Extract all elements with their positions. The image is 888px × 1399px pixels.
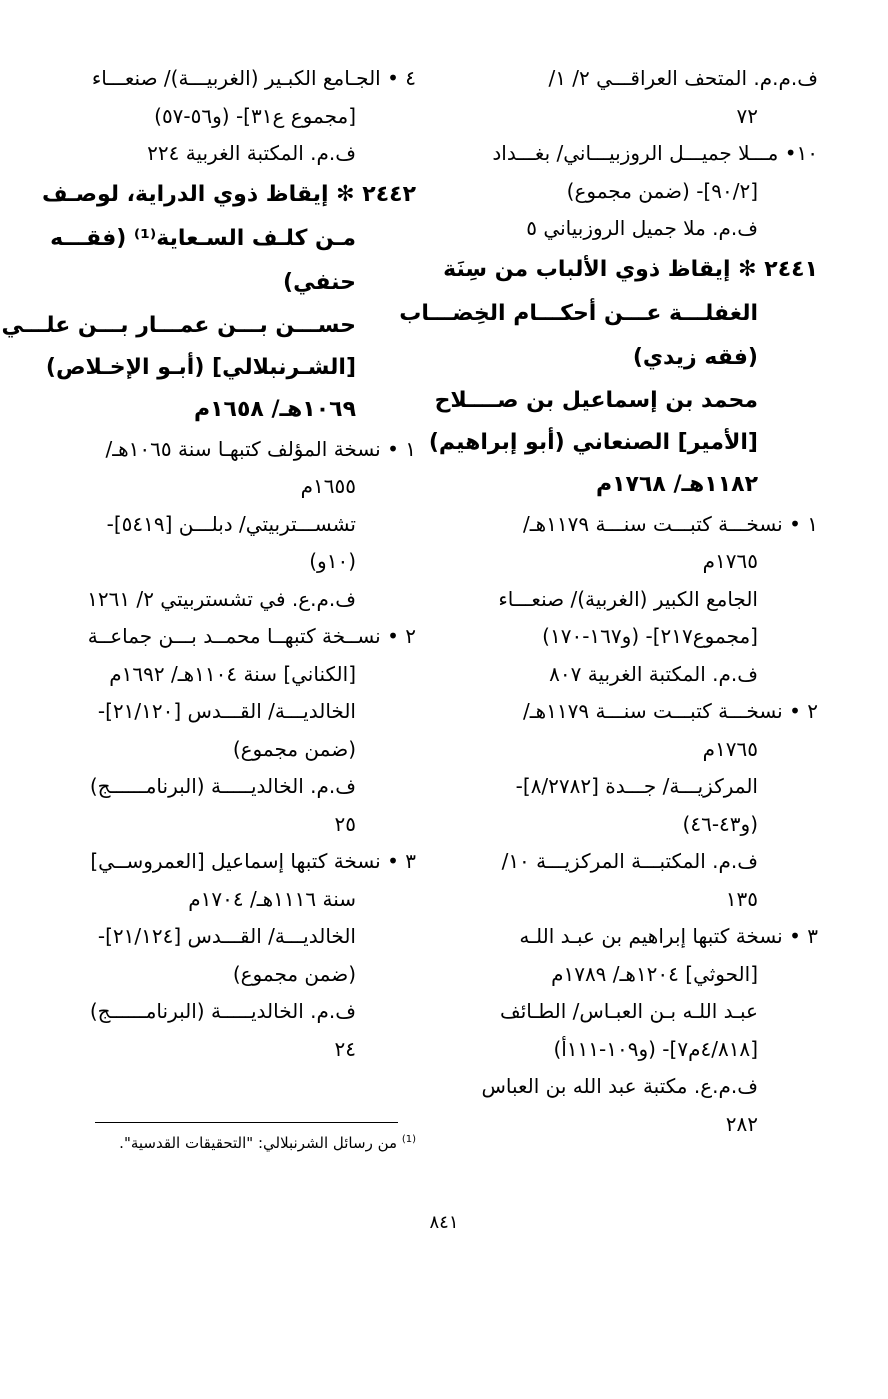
text-line: ف.م. ملا جميل الروزبياني ٥	[526, 216, 758, 240]
text-line: [مجموع٢١٧]- (و١٦٧-١٧٠)	[542, 624, 758, 648]
text-line: [الحوثي] ١٢٠٤هـ/ ١٧٨٩م	[551, 961, 758, 986]
text-line: ٢ • نسخـــة كتبـــت سنـــة ١١٧٩هـ/	[523, 699, 818, 723]
left-column	[1, 60, 416, 1068]
text-line: ١٠٦٩هـ/ ١٦٥٨م	[193, 396, 356, 422]
text-line: ١ • نسخة المؤلف كتبهـا سنة ١٠٦٥هـ/	[105, 436, 416, 461]
text-line: ٢٨٢	[725, 1111, 758, 1136]
text-line: ٢ • نســخة كتبهــا محمــد بـــن جماعــة	[87, 624, 416, 648]
footnote-text: من رسائل الشرنبلالي: "التحقيقات القدسية".	[119, 1134, 398, 1152]
text-line: ف.م. المكتبة الغربية ٢٢٤	[147, 141, 356, 165]
text-line: (ضمن مجموع)	[232, 736, 356, 761]
right-column	[399, 60, 818, 1143]
page-number: ٨٤١	[429, 1212, 459, 1233]
text-line: ف.م. الخالديـــــة (البرنامــــــج)	[89, 774, 356, 798]
text-line: الخالديـــة/ القـــدس [٢١/١٢٠]-	[97, 699, 356, 723]
text-line: ٢٤٤١ ✻ إيقاظ ذوي الألباب من سِنَة	[443, 256, 818, 282]
text-line: ٢٤	[334, 1036, 356, 1061]
text-line: [مجموع ع٣١]- (و٥٦-٥٧)	[154, 103, 356, 128]
text-line: تشســـتربيتي/ دبلـــن [٥٤١٩]-	[106, 511, 356, 536]
text-line: الجامع الكبير (الغربية)/ صنعـــاء	[498, 586, 758, 611]
footnote-marker: (1)	[401, 1134, 416, 1145]
text-line: الخالديـــة/ القـــدس [٢١/١٢٤]-	[97, 924, 356, 948]
text-line: مـن كلـف السـعاية⁽¹⁾ (فقـــه	[50, 225, 356, 251]
text-line: [٤/٨١٨م٧]- (و١٠٩-١١١أ)	[553, 1036, 758, 1061]
text-line: ٤ • الجـامع الكبـير (الغربيـــة)/ صنعـــاء	[91, 66, 416, 90]
text-line: سنة ١١١٦هـ/ ١٧٠٤م	[188, 886, 356, 911]
text-line: ٣ • نسخة كتبها إبراهيم بن عبـد اللـه	[519, 924, 818, 948]
text-line: محمد بن إسماعيل بن صــــلاح	[434, 387, 758, 413]
text-line: (فقه زيدي)	[632, 344, 758, 370]
text-line: [٩٠/٢]- (ضمن مجموع)	[566, 178, 758, 203]
text-line: [الأمير] الصنعاني (أبو إبراهيم)	[428, 429, 758, 455]
text-line: [الكناني] سنة ١١٠٤هـ/ ١٦٩٢م	[109, 661, 356, 686]
text-line: حنفي)	[283, 269, 356, 295]
text-line: ١٠• مـــلا جميـــل الروزبيـــاني/ بغـــداد	[492, 141, 818, 165]
text-line: (١٠و)	[309, 549, 356, 573]
text-line: ف.م. المكتبـــة المركزيـــة ١٠/	[501, 849, 758, 873]
text-line: حســـن بـــن عمـــار بـــن علـــي	[1, 312, 356, 338]
text-line: ف.م.م. المتحف العراقـــي ٢/ ١/	[548, 66, 818, 90]
text-line: ١٧٦٥م	[702, 736, 758, 761]
text-line: ١٦٥٥م	[300, 474, 356, 498]
text-line: ٢٤٤٢ ✻ إيقاظ ذوي الدراية، لوصـف	[41, 181, 416, 207]
text-line: ف.م. المكتبة الغربية ٨٠٧	[549, 661, 758, 686]
text-line: ١٣٥	[725, 886, 758, 911]
text-line: ف.م.ع. مكتبة عبد الله بن العباس	[481, 1074, 758, 1098]
text-line: ٧٢	[736, 103, 758, 128]
text-line: ف.م.ع. في تشستربيتي ٢/ ١٢٦١	[87, 586, 356, 611]
text-line: الغفلـــة عـــن أحكـــام الخِضـــاب	[399, 300, 758, 326]
text-line: ١ • نسخـــة كتبـــت سنـــة ١١٧٩هـ/	[523, 511, 818, 536]
text-line: (و٤٣-٤٦)	[682, 811, 758, 836]
text-line: المركزيـــة/ جـــدة [٨/٢٧٨٢]-	[515, 774, 758, 798]
text-line: ١٧٦٥م	[702, 549, 758, 573]
text-line: (ضمن مجموع)	[232, 961, 356, 986]
text-line: ٢٥	[334, 811, 356, 836]
text-line: [الشـرنبلالي] (أبـو الإخـلاص)	[45, 354, 356, 380]
text-line: ف.م. الخالديـــــة (البرنامــــــج)	[89, 999, 356, 1023]
footnote	[119, 1134, 416, 1152]
footnote-divider	[95, 1122, 398, 1123]
text-line: ١١٨٢هـ/ ١٧٦٨م	[595, 471, 758, 497]
text-line: عبـد اللـه بـن العبـاس/ الطـائف	[500, 999, 758, 1023]
text-line: ٣ • نسخة كتبها إسماعيل [العمروســي]	[90, 849, 416, 873]
